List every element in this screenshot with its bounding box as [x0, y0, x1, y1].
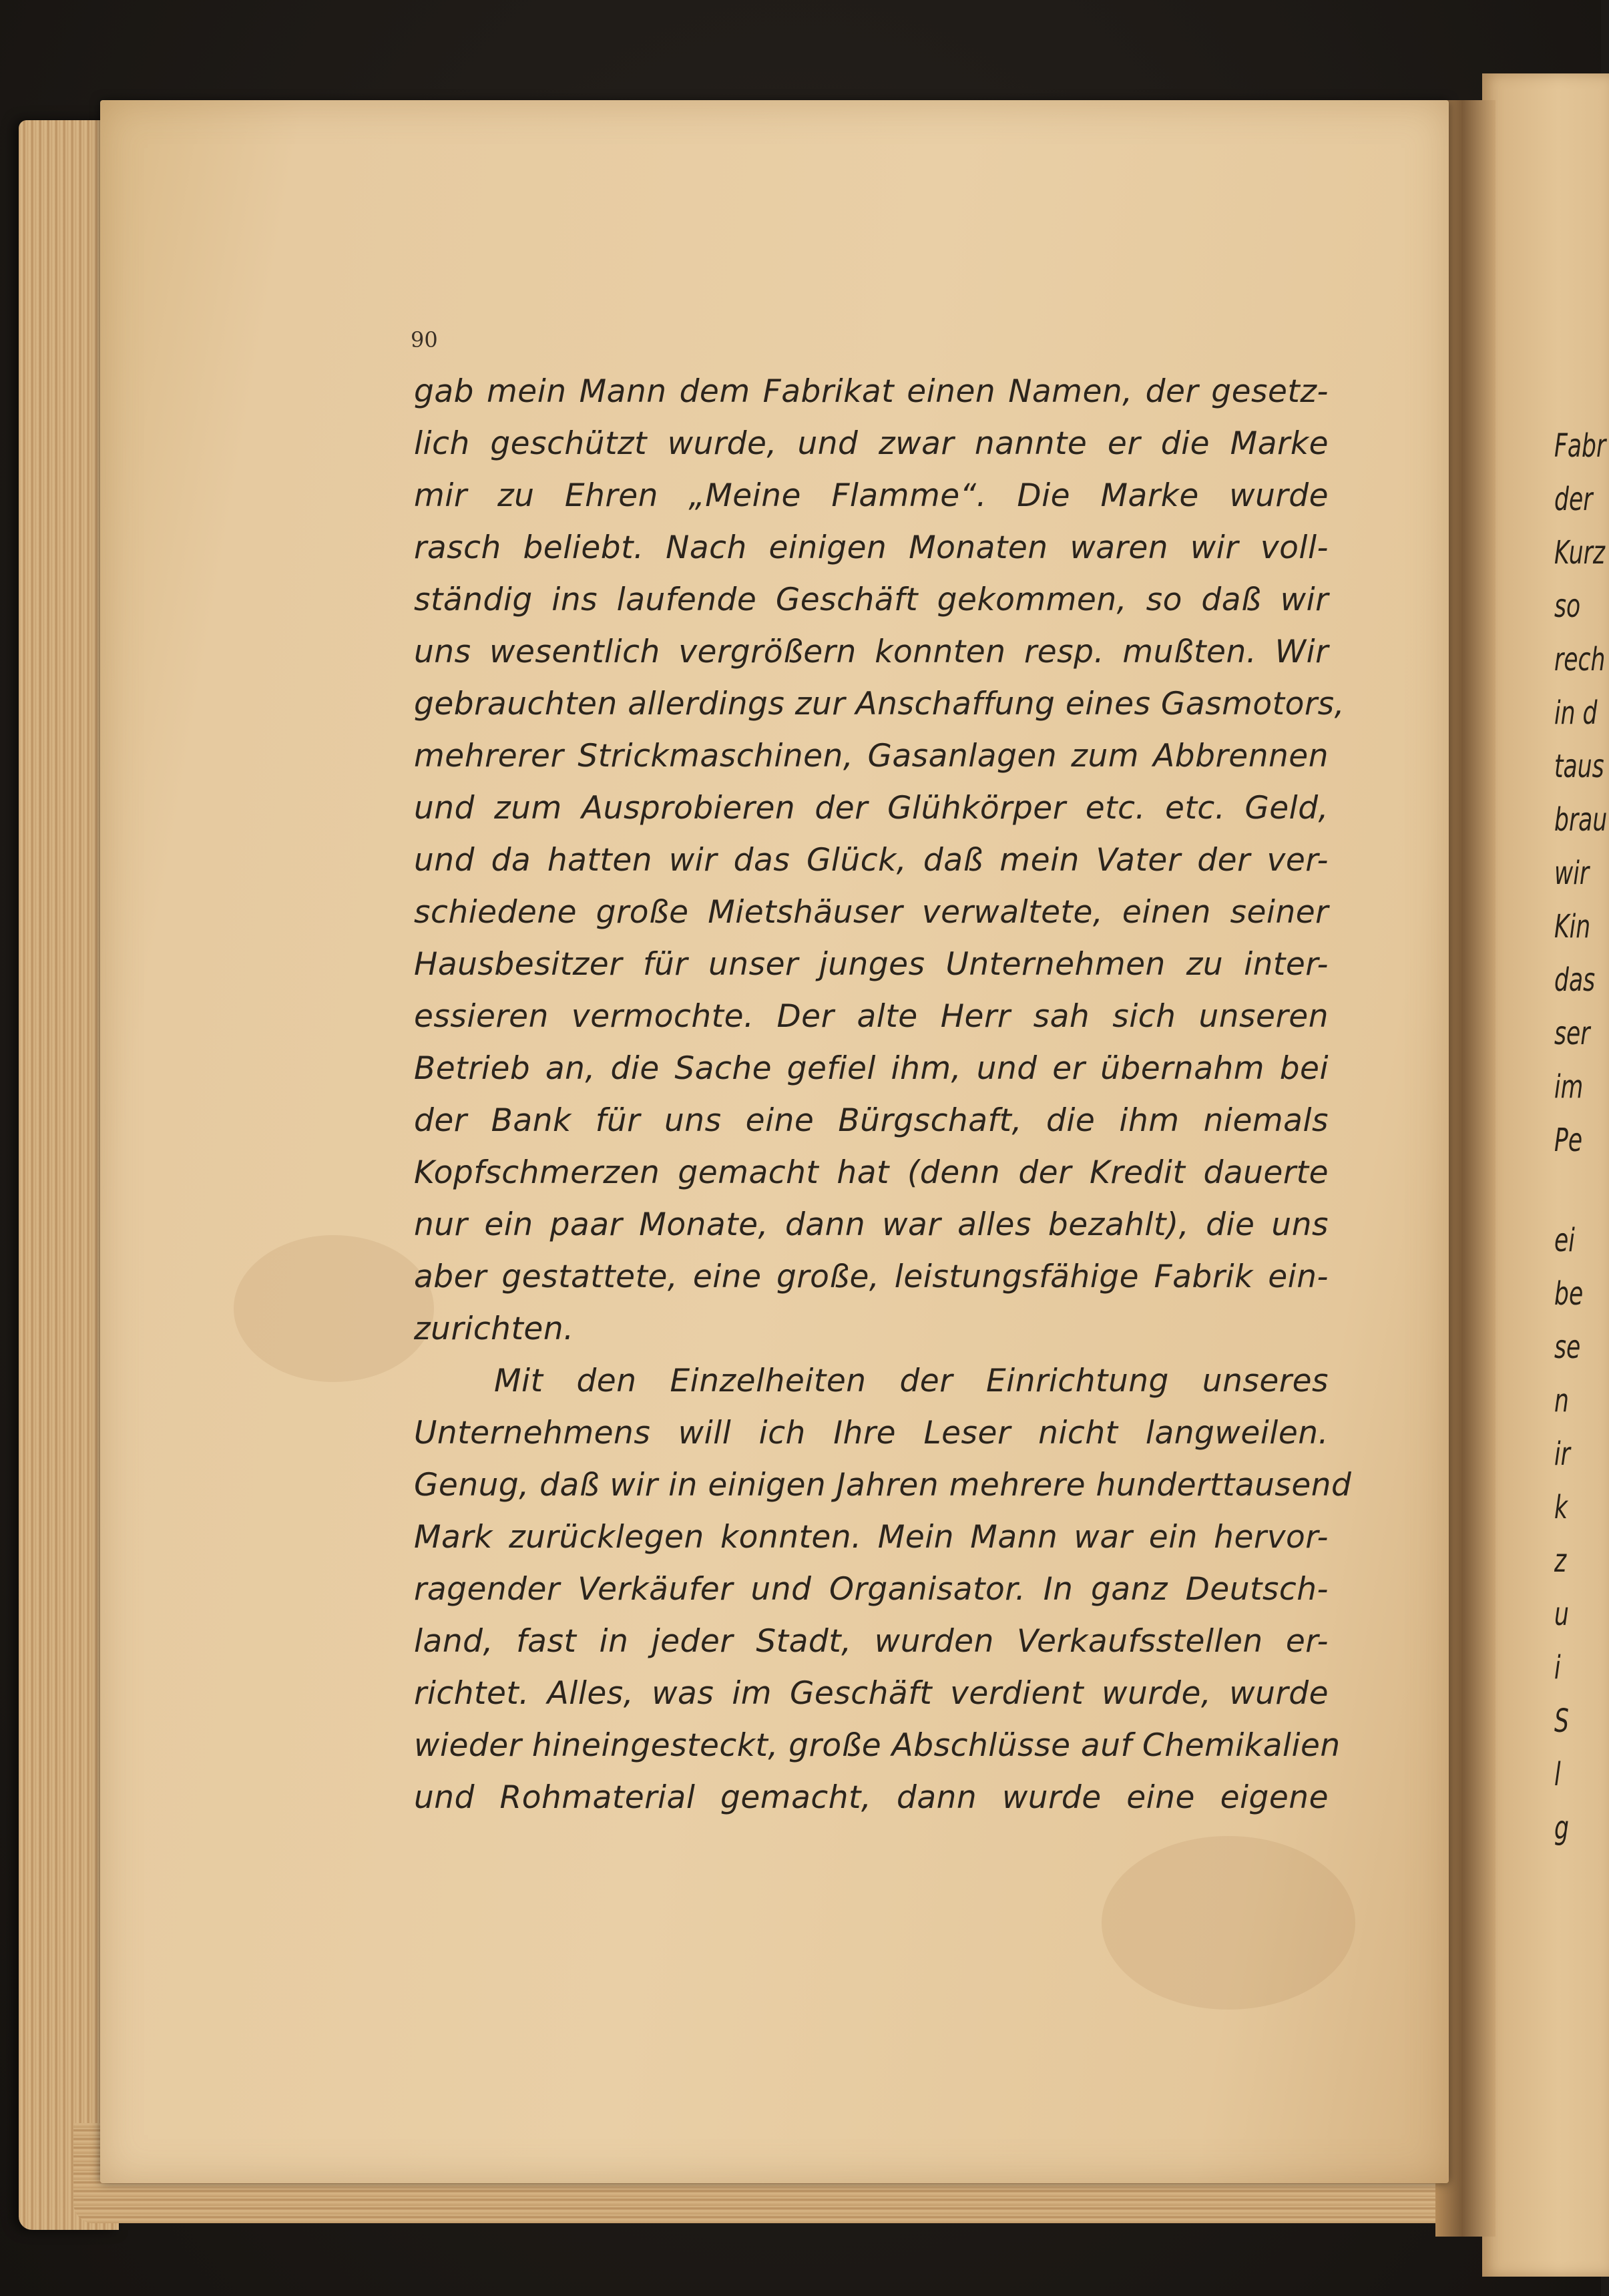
- text-line: Kopfschmerzen gemacht hat (denn der Kredit dauerte: [414, 1154, 1329, 1191]
- facing-fragment: das: [1554, 961, 1596, 999]
- text-line: lich geschützt wurde, und zwar nannte er die Marke: [414, 425, 1329, 462]
- facing-fragment: u: [1554, 1596, 1569, 1633]
- paragraph-start-line: Mit den Einzelheiten der Einrichtung unseres: [494, 1363, 1329, 1399]
- paper-stain: [1102, 1836, 1355, 2010]
- text-line: Unternehmens will ich Ihre Leser nicht langweilen.: [414, 1415, 1329, 1451]
- facing-fragment: ser: [1554, 1015, 1590, 1052]
- text-line: Hausbesitzer für unser junges Unternehmen zu inter-: [414, 946, 1329, 983]
- text-line: und Rohmaterial gemacht, dann wurde eine eigene: [414, 1779, 1329, 1816]
- text-line: gab mein Mann dem Fabrikat einen Namen, der gesetz-: [414, 373, 1329, 410]
- facing-fragment: be: [1554, 1275, 1584, 1313]
- page-number: 90: [411, 327, 438, 353]
- text-line: Mark zurücklegen konnten. Mein Mann war ein hervor-: [414, 1519, 1329, 1556]
- body-text: [414, 366, 1352, 1824]
- text-line: schiedene große Mietshäuser verwaltete, einen seiner: [414, 894, 1329, 931]
- facing-fragment: brau: [1554, 801, 1608, 839]
- facing-fragment: g: [1554, 1809, 1569, 1847]
- facing-fragment: ei: [1554, 1222, 1575, 1259]
- text-line: essieren vermochte. Der alte Herr sah sich unseren: [414, 998, 1329, 1035]
- facing-fragment: se: [1554, 1329, 1581, 1366]
- text-line: gebrauchten allerdings zur Anschaffung eines Gasmotors,: [414, 686, 1345, 722]
- text-line: wieder hineingesteckt, große Abschlüsse auf Chemikalien: [414, 1727, 1341, 1764]
- facing-page: [1482, 73, 1609, 2277]
- text-line: Betrieb an, die Sache gefiel ihm, und er übernahm bei: [414, 1050, 1329, 1087]
- text-line: uns wesentlich vergrößern konnten resp. mußten. Wir: [414, 634, 1329, 670]
- facing-fragment: S: [1554, 1702, 1569, 1740]
- facing-fragment: Kin: [1554, 908, 1591, 945]
- facing-fragment: n: [1554, 1382, 1569, 1419]
- text-line: der Bank für uns eine Bürgschaft, die ihm niemals: [414, 1102, 1329, 1139]
- text-line: und zum Ausprobieren der Glühkörper etc. etc. Geld,: [414, 790, 1329, 827]
- text-line: ständig ins laufende Geschäft gekommen, so daß wir: [414, 582, 1329, 618]
- text-line: mir zu Ehren „Meine Flamme“. Die Marke wurde: [414, 477, 1329, 514]
- facing-fragment: der: [1554, 481, 1593, 518]
- text-line: ragender Verkäufer und Organisator. In ganz Deutsch-: [414, 1571, 1329, 1608]
- text-line: aber gestattete, eine große, leistungsfähige Fabrik ein-: [414, 1258, 1329, 1295]
- facing-fragment: wir: [1554, 855, 1590, 892]
- facing-fragment: Kurz: [1554, 534, 1605, 571]
- text-line: zurichten.: [414, 1311, 574, 1347]
- text-line: nur ein paar Monate, dann war alles bezahlt), die uns: [414, 1206, 1329, 1243]
- paper-stain: [234, 1235, 434, 1382]
- facing-fragment: so: [1554, 588, 1581, 625]
- facing-fragment: in d: [1554, 694, 1598, 732]
- facing-fragment: ir: [1554, 1435, 1570, 1473]
- facing-fragment: Fabr: [1554, 427, 1606, 465]
- facing-fragment: k: [1554, 1489, 1568, 1526]
- facing-fragment: l: [1554, 1756, 1561, 1793]
- facing-fragment: z: [1554, 1542, 1567, 1580]
- facing-fragment: Pe: [1554, 1122, 1583, 1159]
- text-line: Genug, daß wir in einigen Jahren mehrere hunderttausend: [414, 1467, 1352, 1504]
- text-line: land, fast in jeder Stadt, wurden Verkaufsstellen er-: [414, 1623, 1329, 1660]
- text-line: und da hatten wir das Glück, daß mein Vater der ver-: [414, 842, 1329, 879]
- facing-fragment: taus: [1554, 748, 1604, 785]
- facing-fragment: rech: [1554, 641, 1606, 678]
- text-line: rasch beliebt. Nach einigen Monaten waren wir voll-: [414, 529, 1329, 566]
- facing-fragment: i: [1554, 1649, 1561, 1686]
- text-line: mehrerer Strickmaschinen, Gasanlagen zum Abbrennen: [414, 738, 1329, 774]
- text-line: richtet. Alles, was im Geschäft verdient wurde, wurde: [414, 1675, 1329, 1712]
- facing-fragment: im: [1554, 1068, 1584, 1106]
